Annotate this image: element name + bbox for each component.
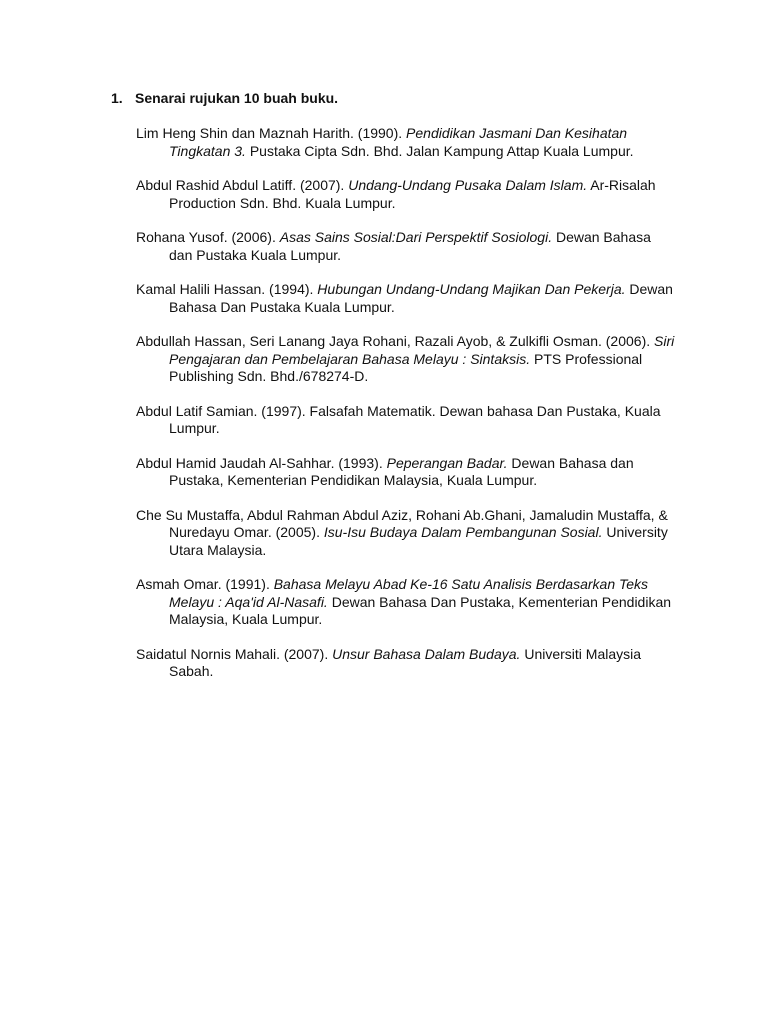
reference-publisher: University Utara Malaysia.: [169, 524, 668, 558]
reference-title: Unsur Bahasa Dalam Budaya.: [332, 645, 521, 662]
reference-authors: Saidatul Nornis Mahali. (2007).: [136, 645, 333, 662]
reference-publisher: Dewan Bahasa dan Pustaka, Kementerian Pendidikan Malaysia, Kuala Lumpur.: [169, 454, 634, 488]
reference-item: [136, 403, 676, 438]
reference-item: [136, 646, 676, 681]
reference-publisher: PTS Professional Publishing Sdn. Bhd./678274-D.: [169, 350, 643, 384]
reference-title: Hubungan Undang-Undang Majikan Dan Pekerja.: [317, 281, 626, 297]
reference-title: Isu-Isu Budaya Dalam Pembangunan Sosial.: [323, 524, 603, 540]
reference-publisher: Ar-Risalah Production Sdn. Bhd. Kuala Lumpur.: [169, 177, 656, 211]
reference-item: [136, 281, 676, 316]
reference-authors: Abdul Latif Samian. (1997). Falsafah Matematik. Dewan bahasa Dan Pustaka, Kuala Lumpur.: [136, 402, 661, 436]
reference-authors: Abdul Rashid Abdul Latiff. (2007).: [136, 177, 349, 193]
reference-title: Bahasa Melayu Abad Ke-16 Satu Analisis Berdasarkan Teks Melayu : Aqa'id Al-Nasafi.: [169, 576, 649, 610]
reference-item: [136, 333, 676, 386]
reference-publisher: Universiti Malaysia Sabah.: [169, 645, 642, 679]
reference-title: Peperangan Badar.: [386, 454, 508, 471]
reference-authors: Abdullah Hassan, Seri Lanang Jaya Rohani, Razali Ayob, & Zulkifli Osman. (2006).: [136, 333, 655, 349]
reference-publisher: Dewan Bahasa dan Pustaka Kuala Lumpur.: [169, 229, 651, 263]
reference-item: [136, 125, 676, 160]
reference-item: [136, 229, 676, 264]
reference-authors: Kamal Halili Hassan. (1994).: [136, 281, 318, 297]
reference-title: Pendidikan Jasmani Dan Kesihatan Tingkatan 3.: [169, 125, 628, 159]
reference-authors: Che Su Mustaffa, Abdul Rahman Abdul Aziz, Rohani Ab.Ghani, Jamaludin Mustaffa, & Nuredayu Omar. (2005).: [136, 506, 668, 540]
reference-authors: Abdul Hamid Jaudah Al-Sahhar. (1993).: [136, 454, 387, 471]
reference-list: [136, 125, 676, 698]
reference-authors: Lim Heng Shin dan Maznah Harith. (1990).: [136, 125, 407, 141]
reference-title: Siri Pengajaran dan Pembelajaran Bahasa Melayu : Sintaksis.: [169, 333, 675, 367]
reference-publisher: Pustaka Cipta Sdn. Bhd. Jalan Kampung Attap Kuala Lumpur.: [245, 142, 634, 159]
section-number: 1.: [111, 90, 123, 106]
section-heading: [111, 90, 338, 107]
reference-authors: Asmah Omar. (1991).: [136, 576, 274, 592]
reference-item: [136, 177, 676, 212]
section-title: Senarai rujukan 10 buah buku.: [135, 90, 339, 106]
reference-item: [136, 455, 676, 490]
reference-title: Asas Sains Sosial:Dari Perspektif Sosiologi.: [279, 229, 553, 245]
reference-publisher: Dewan Bahasa Dan Pustaka Kuala Lumpur.: [169, 281, 673, 315]
reference-publisher: Dewan Bahasa Dan Pustaka, Kementerian Pendidikan Malaysia, Kuala Lumpur.: [169, 593, 672, 627]
reference-item: [136, 507, 676, 560]
reference-item: [136, 576, 676, 629]
reference-title: Undang-Undang Pusaka Dalam Islam.: [348, 177, 588, 193]
reference-authors: Rohana Yusof. (2006).: [136, 229, 280, 245]
